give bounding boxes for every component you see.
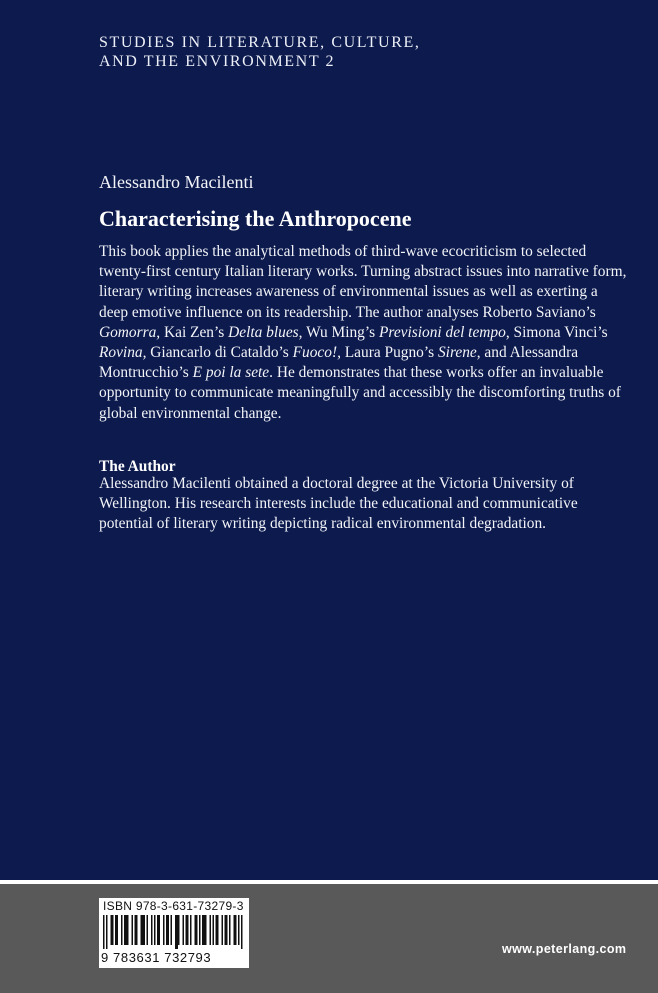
description-text: , and Alessandra Montrucchio’s — [99, 344, 579, 382]
barcode-bar — [205, 915, 207, 945]
work-title: Rovina, — [99, 344, 147, 362]
work-title: Delta blues — [228, 323, 299, 341]
barcode-bar — [190, 915, 192, 945]
barcode-bar — [217, 915, 219, 945]
barcode-bar — [204, 915, 206, 945]
barcode-bar — [163, 915, 165, 945]
work-title: Fuoco!, — [292, 344, 341, 362]
isbn-digits: 9 783631 732793 — [101, 950, 212, 965]
barcode-bar — [127, 915, 129, 945]
barcode-bar — [202, 915, 204, 945]
barcode-bar — [210, 915, 212, 945]
barcode-bar — [225, 915, 227, 945]
work-title: E poi la sete — [192, 364, 270, 382]
barcode-bar — [151, 915, 153, 945]
description-text: , Simona Vinci’s — [505, 323, 608, 341]
author-name: Alessandro Macilenti — [99, 172, 254, 192]
barcode-bar — [166, 915, 168, 945]
book-description — [99, 242, 629, 424]
barcode-bar — [183, 915, 185, 945]
barcode-bar — [222, 915, 224, 945]
barcode-bar — [235, 915, 237, 945]
barcode-bar — [186, 915, 188, 945]
barcode-bar — [142, 915, 144, 945]
barcode-bar — [157, 915, 159, 945]
work-title: Previsioni del tempo — [379, 323, 506, 341]
book-title: Characterising the Anthropocene — [99, 206, 412, 231]
barcode-bar — [199, 915, 201, 945]
series-title — [99, 33, 499, 71]
barcode-bar — [178, 915, 180, 945]
barcode-bar — [106, 915, 108, 949]
barcode-bar — [226, 915, 228, 945]
description-text: Kai Zen’s — [160, 323, 229, 341]
barcode-bar — [103, 915, 105, 949]
barcode-bar — [136, 915, 138, 945]
barcode-bar — [111, 915, 113, 945]
barcode-bar — [147, 915, 149, 945]
about-author-heading: The Author — [99, 458, 176, 475]
description-text: Laura Pugno’s — [340, 344, 438, 362]
barcode-graphic — [103, 915, 245, 949]
barcode-bar — [144, 915, 146, 945]
series-line-2: AND THE ENVIRONMENT 2 — [99, 53, 336, 70]
series-line-1: STUDIES IN LITERATURE, CULTURE, — [99, 34, 421, 51]
barcode-bar — [229, 915, 231, 945]
barcode-bar — [238, 915, 240, 945]
barcode-bar — [213, 915, 215, 945]
barcode-bar — [121, 915, 123, 945]
publisher-website[interactable]: www.peterlang.com — [502, 942, 627, 956]
barcode-bar — [135, 915, 137, 945]
description-text: , Wu Ming’s — [298, 323, 379, 341]
barcode-bar — [234, 915, 236, 945]
barcode-bar — [124, 915, 126, 945]
barcode-bar — [195, 915, 197, 945]
barcode-bar — [168, 915, 170, 945]
description-text: Giancarlo di Cataldo’s — [146, 344, 293, 362]
barcode-bar — [132, 915, 134, 945]
footer-divider — [0, 880, 658, 884]
isbn-barcode — [99, 898, 249, 968]
barcode-bar — [241, 915, 243, 949]
isbn-label: ISBN 978-3-631-73279-3 — [103, 899, 244, 913]
description-text: This book applies the analytical methods of third-wave ecocriticism to selected twenty-first century Italian literary works. Turning abstract issues into narrative form, literary writing increases awareness of environmental issues as well as exerting a deep emotive influence on its readership. The author analyses Roberto Saviano’s — [99, 243, 627, 321]
barcode-bar — [177, 915, 179, 949]
barcode-bar — [171, 915, 173, 945]
barcode-bar — [159, 915, 161, 945]
barcode-bar — [187, 915, 189, 945]
barcode-bar — [154, 915, 156, 945]
barcode-bar — [112, 915, 114, 945]
barcode-bar — [216, 915, 218, 945]
barcode-bar — [117, 915, 119, 945]
barcode-bar — [141, 915, 143, 945]
barcode-bar — [175, 915, 177, 949]
barcode-bar — [196, 915, 198, 945]
about-author-text: Alessandro Macilenti obtained a doctoral degree at the Victoria University of Wellington. His research interests include the educational and communicative potential of literary writing depicting radical environmental degradation. — [99, 475, 578, 533]
barcode-bar — [115, 915, 117, 945]
description-text: . He demonstrates that these works offer an invaluable opportunity to communicate meaningfully and accessibly the discomforting truths of global environmental change. — [99, 364, 621, 422]
barcode-bar — [126, 915, 128, 945]
work-title: Sirene — [437, 344, 477, 362]
work-title: Gomorra, — [99, 323, 161, 341]
